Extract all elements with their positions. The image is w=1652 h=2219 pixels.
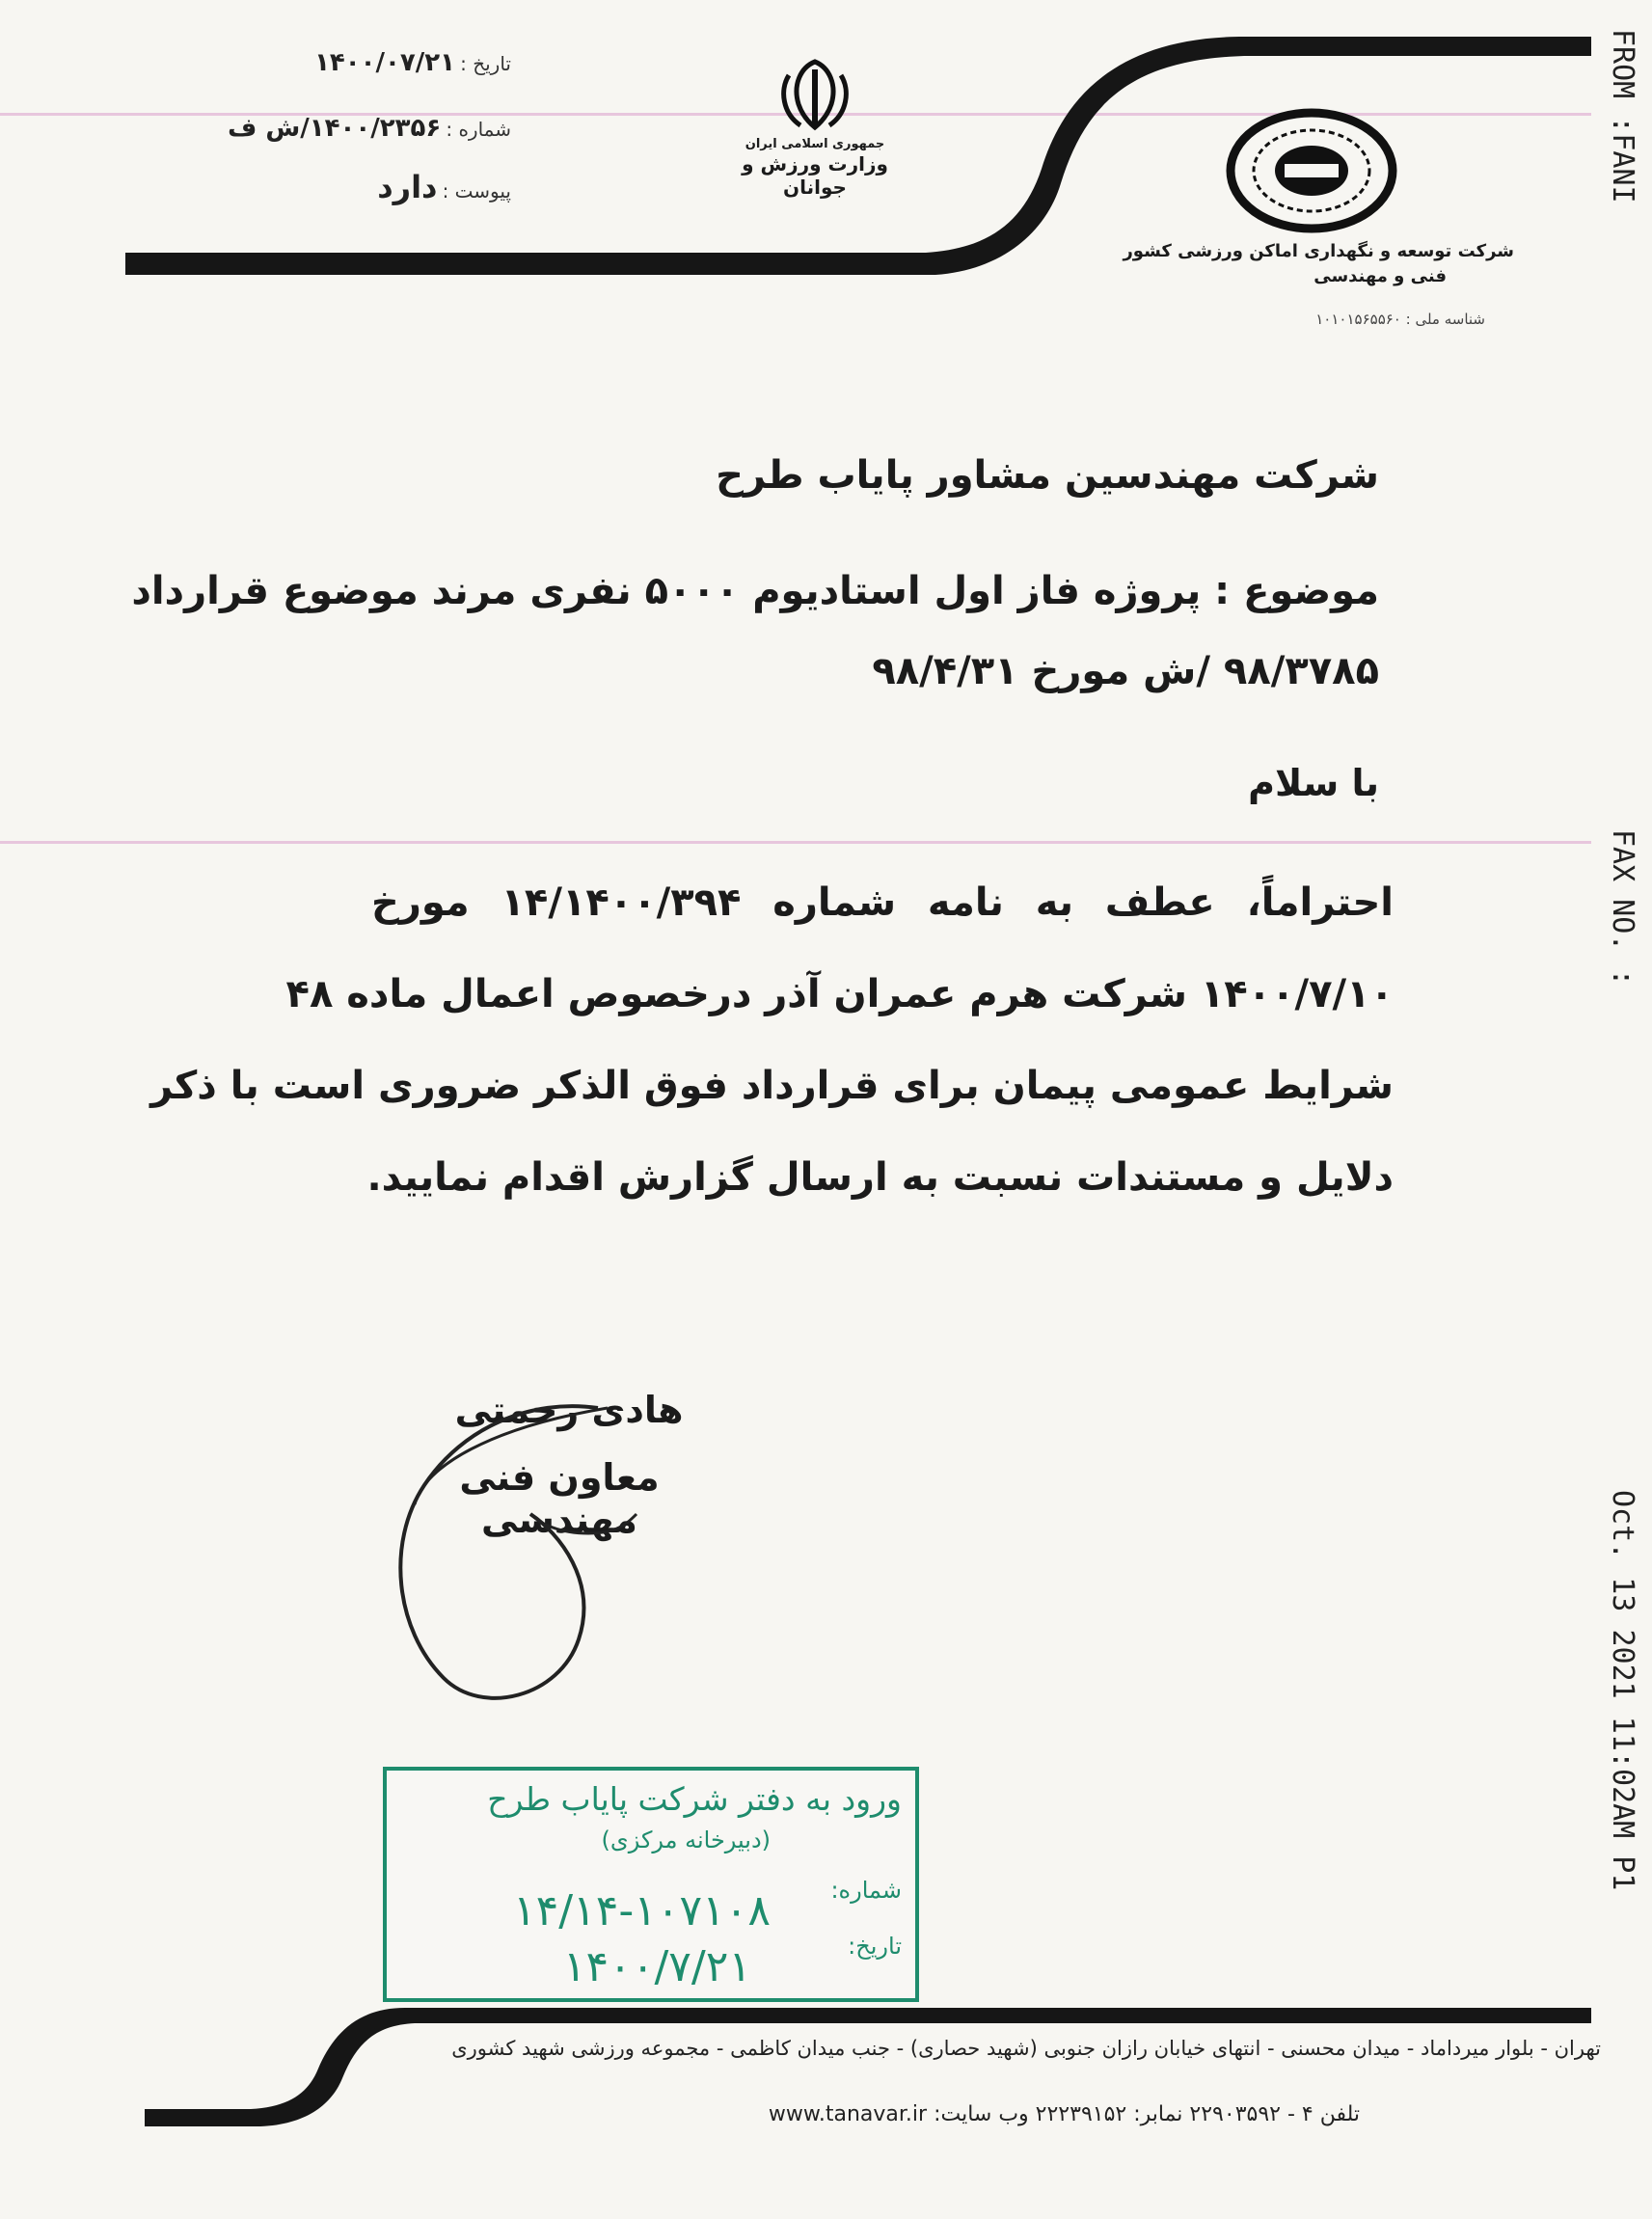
body-line-4: دلایل و مستندات نسبت به ارسال گزارش اقدام نمایید. xyxy=(366,1155,1394,1200)
greeting: با سلام xyxy=(1248,762,1379,804)
fax-datetime: Oct. 13 2021 11:02AM P1 xyxy=(1606,1490,1639,1891)
footer-address: تهران - بلوار میرداماد - میدان محسنی - انتهای خیابان رازان جنوبی (شهید حصاری) - جنب میدان کاظمی - مجموعه ورزشی شهید کشوری xyxy=(451,2037,1601,2060)
attachment-label: پیوست : xyxy=(442,179,511,203)
footer-contact: تلفن ۴ - ۲۲۹۰۳۵۹۲ نمابر: ۲۲۲۳۹۱۵۲ وب سایت: www.tanavar.ir xyxy=(768,2102,1360,2126)
body-line-3: شرایط عمومی پیمان برای قرارداد فوق الذکر ضروری است با ذکر xyxy=(150,1064,1394,1108)
handwritten-signature xyxy=(338,1389,743,1736)
ministry-name: وزارت ورزش و جوانان xyxy=(742,152,888,199)
attachment-field xyxy=(270,169,511,205)
national-id: شناسه ملی : ۱۰۱۰۱۵۶۵۵۶۰ xyxy=(1315,311,1485,328)
body-line-2: ۱۴۰۰/۷/۱۰ شرکت هرم عمران آذر درخصوص اعمال ماده ۴۸ xyxy=(285,972,1394,1016)
stamp-subtitle: (دبیرخانه مرکزی) xyxy=(601,1827,771,1854)
stamp-date-value: ۱۴۰۰/۷/۲۱ xyxy=(562,1942,751,1991)
iran-emblem-icon xyxy=(772,56,858,133)
number-value: ۱۴۰۰/۲۳۵۶/ش ف xyxy=(228,114,442,143)
stamp-number-value: ۱۴/۱۴-۱۰۷۱۰۸ xyxy=(512,1886,771,1935)
signer-name: هادی رحمتی xyxy=(454,1389,684,1431)
signer-title: معاون فنی مهندسی xyxy=(459,1456,660,1541)
company-name-header xyxy=(1109,239,1514,289)
company-logo-icon xyxy=(1225,108,1398,233)
date-value: ۱۴۰۰/۰۷/۲۱ xyxy=(314,48,456,77)
company-name-line1: شرکت توسعه و نگهداری اماکن ورزشی کشور xyxy=(1123,241,1514,261)
stamp-number-label: شماره: xyxy=(830,1877,902,1904)
subject-line-2: ۹۸/۳۷۸۵ /ش مورخ ۹۸/۴/۳۱ xyxy=(872,649,1379,693)
body-line-1: احتراماً، عطف به نامه شماره ۱۴/۱۴۰۰/۳۹۴ مورخ xyxy=(371,880,1395,925)
emblem-caption: جمهوری اسلامی ایران xyxy=(745,137,885,151)
date-label: تاریخ : xyxy=(460,52,511,75)
fax-number: FAX NO. : xyxy=(1606,829,1639,987)
number-field xyxy=(145,114,511,143)
subject-line-1: موضوع : پروژه فاز اول استادیوم ۵۰۰۰ نفری مرند موضوع قرارداد xyxy=(131,569,1379,613)
company-name-line2: فنی و مهندسی xyxy=(1313,266,1447,286)
number-label: شماره : xyxy=(446,118,511,141)
fax-from: FROM :FANI xyxy=(1606,29,1639,203)
stamp-date-label: تاریخ: xyxy=(848,1933,902,1960)
recipient-title: شرکت مهندسین مشاور پایاب طرح xyxy=(716,453,1379,498)
receipt-stamp xyxy=(383,1767,919,2002)
stamp-title: ورود به دفتر شرکت پایاب طرح xyxy=(487,1780,902,1818)
date-field xyxy=(174,48,511,77)
attachment-value: دارد xyxy=(377,169,438,205)
letter-body xyxy=(150,880,1395,1200)
fax-line xyxy=(0,841,1591,844)
